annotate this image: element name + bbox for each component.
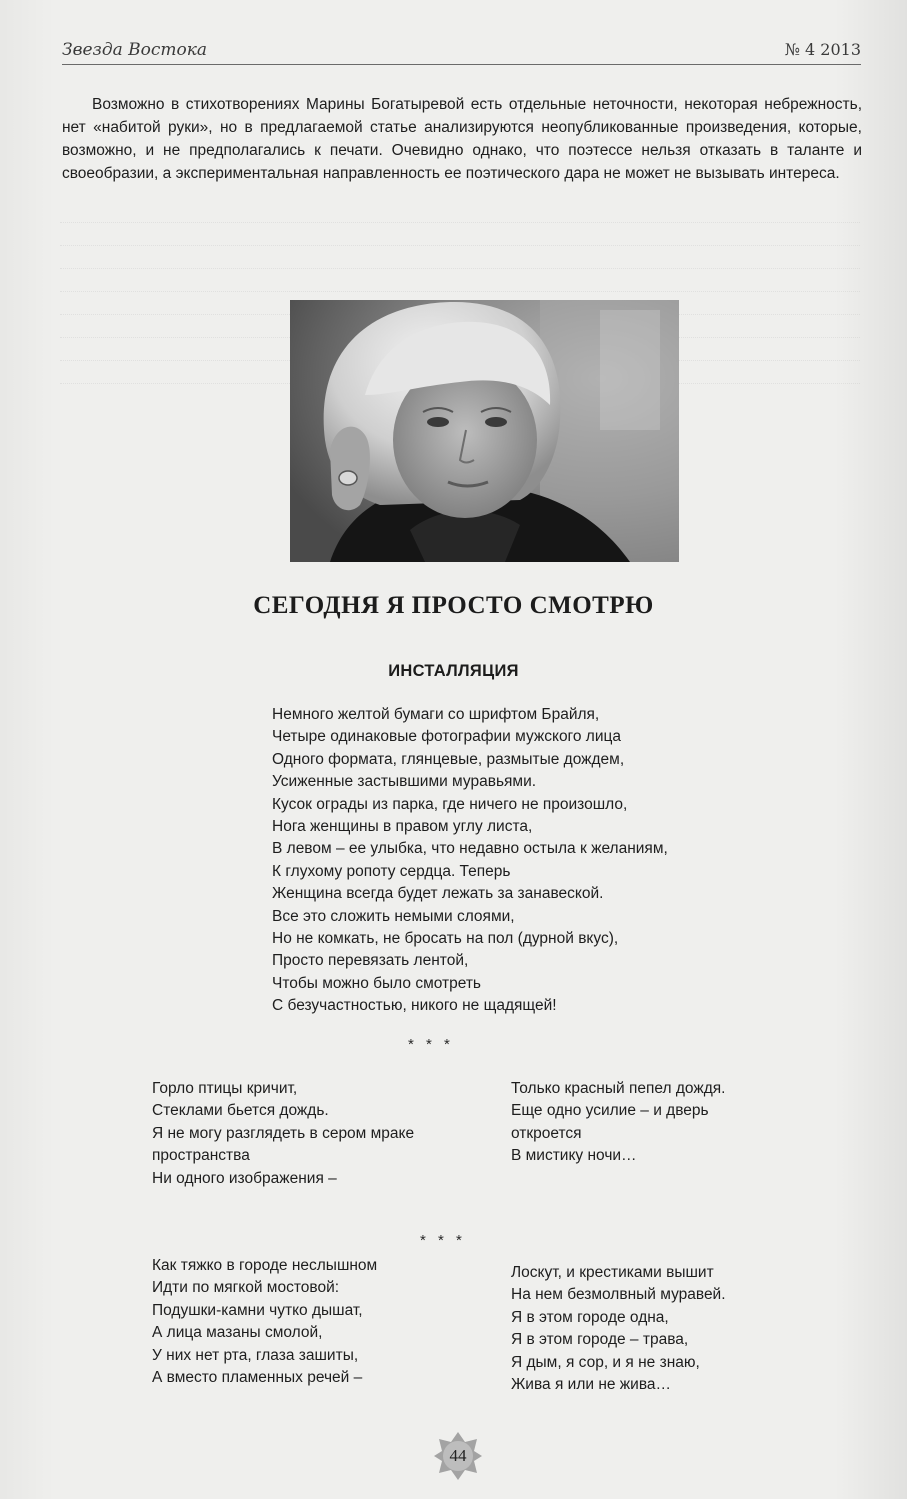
poem-line: Ни одного изображения – [152,1169,337,1187]
poem-line: Жива я или не жива… [511,1376,672,1394]
section-separator: * * * [420,1232,466,1249]
poem-line: Но не комкать, не бросать на пол (дурной вкус), [272,930,619,948]
running-header [62,38,861,65]
poem-line: Просто перевязать лентой, [272,952,469,970]
poem-line: Еще одно усилие – и дверь [511,1102,709,1120]
poem-line: Лоскут, и крестиками вышит [511,1264,714,1281]
poem-line: Одного формата, глянцевые, размытые дождем, [272,750,625,768]
poem-line: Я в этом городе одна, [511,1308,669,1326]
poem-line: В левом – ее улыбка, что недавно остыла к желаниям, [272,840,668,858]
poem2-left-column [152,1078,414,1190]
poem-line: А вместо пламенных речей – [152,1369,363,1387]
poem-line: Горло птицы кричит, [152,1080,298,1097]
poem-line: Идти по мягкой мостовой: [152,1279,340,1297]
poem-line: К глухому ропоту сердца. Теперь [272,862,511,880]
poem-line: Стеклами бьется дождь. [152,1102,329,1120]
poem-line: С безучастностью, никого не щадящей! [272,997,557,1015]
page-number-badge [432,1430,484,1482]
poem-line: Я не могу разглядеть в сером мраке [152,1124,415,1142]
intro-paragraph: Возможно в стихотворениях Марины Богатыревой есть отдельные неточности, некоторая небрежность, нет «набитой руки», но в предлагаемой статье анализируются неопубликованные произведения, которые, возможно, и не предполагались к печати. Очевидно однако, что поэтессе нельзя отказать в таланте и своеобразии, а экспериментальная направленность ее поэтического дара не может не вызывать интереса. [62,96,862,182]
poem2-right-column [511,1078,725,1168]
page-number: 44 [449,1446,467,1465]
poem3-right-column [511,1262,726,1396]
journal-title: Звезда Востока [62,40,208,60]
poem-line: Все это сложить немыми слоями, [272,907,515,925]
poem-line: откроется [511,1124,582,1142]
poem-line: Чтобы можно было смотреть [272,974,482,992]
poem-line: Кусок ограды из парка, где ничего не произошло, [272,795,628,813]
poem-line: Я в этом городе – трава, [511,1331,689,1349]
poem-line: Только красный пепел дождя. [511,1080,726,1097]
poem-line: Я дым, я сор, и я не знаю, [511,1353,700,1371]
poem-line: Нога женщины в правом углу листа, [272,818,533,836]
poem-line: У них нет рта, глаза зашиты, [152,1346,359,1364]
poem-line: Усиженные застывшими муравьями. [272,773,537,791]
poem3-left-column [152,1255,377,1389]
portrait-illustration [290,300,679,562]
poem-line: Немного желтой бумаги со шрифтом Брайля, [272,706,600,723]
poem-line: пространства [152,1147,250,1165]
author-portrait-photo [290,300,679,562]
poem-line: А лица мазаны смолой, [152,1324,323,1342]
poem-line: Женщина всегда будет лежать за занавеской. [272,885,604,903]
poem-line: Четыре одинаковые фотографии мужского лица [272,728,621,746]
poem-installation [272,704,668,1018]
poem-cycle-title: СЕГОДНЯ Я ПРОСТО СМОТРЮ [253,592,654,619]
poem-title-installation: ИНСТАЛЛЯЦИЯ [388,662,519,680]
issue-number: № 4 2013 [784,40,861,59]
poem-line: На нем безмолвный муравей. [511,1286,726,1304]
section-separator: * * * [408,1036,454,1053]
poem-line: Как тяжко в городе неслышном [152,1257,378,1274]
poem-line: Подушки-камни чутко дышат, [152,1301,363,1319]
poem-line: В мистику ночи… [511,1147,637,1165]
